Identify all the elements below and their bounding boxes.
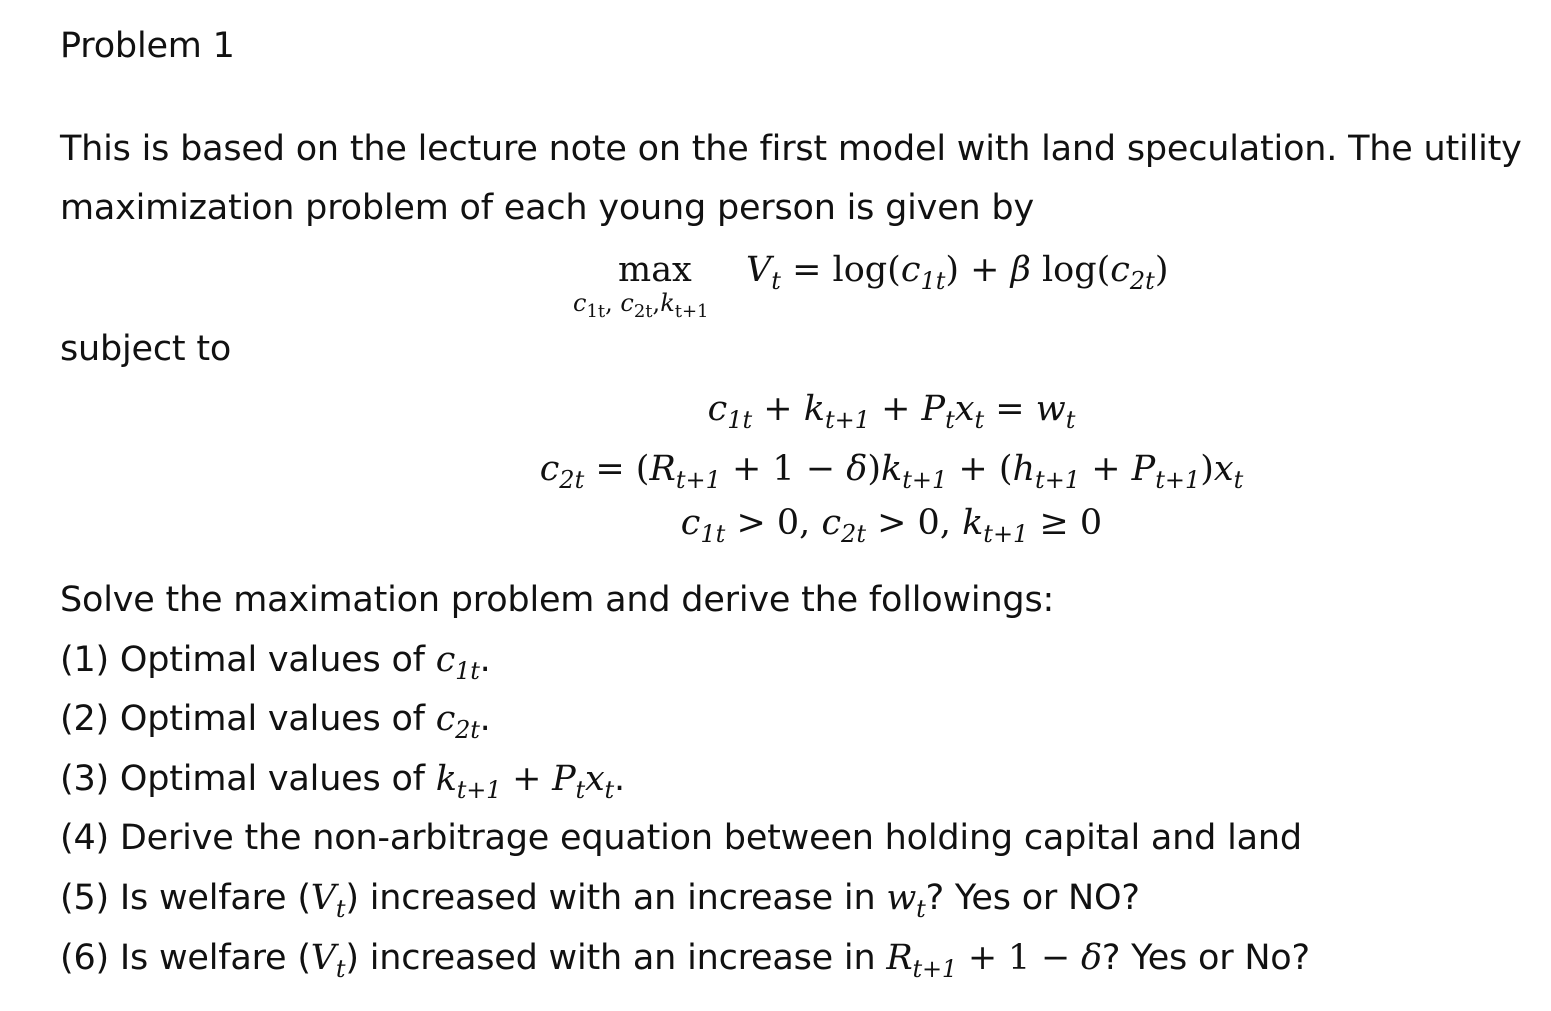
question-4: (4) Derive the non-arbitrage equation between holding capital and land (60, 818, 1302, 858)
question-1: (1) Optimal values of $c_{1t}$. (60, 640, 491, 685)
intro-line-2: maximization problem of each young person is given by (60, 188, 1034, 228)
question-3: (3) Optimal values of $k_{t+1} + P_tx_t$. (60, 759, 625, 804)
max-underscript: $c_{1t}$, $c_{2t},k_{t+1}$ (573, 289, 709, 322)
budget-constraint-old: $c_{2t} = (R_{t+1} + 1 - \delta)k_{t+1} + (h_{t+1} + P_{t+1})x_t$ (539, 449, 1244, 494)
question-2: (2) Optimal values of $c_{2t}$. (60, 699, 491, 744)
intro-line-1: This is based on the lecture note on the first model with land speculation. The utility (60, 129, 1522, 169)
budget-constraint-young: $c_{1t} + k_{t+1} + P_tx_t = w_t$ (707, 389, 1076, 434)
problem-heading: Problem 1 (60, 26, 235, 66)
solve-instruction: Solve the maximation problem and derive the followings: (60, 580, 1055, 620)
question-5: (5) Is welfare $(V_t)$ increased with an increase in $w_t$? Yes or NO? (60, 878, 1140, 923)
subject-to-label: subject to (60, 329, 232, 369)
max-operator: max (618, 250, 692, 290)
nonnegativity-constraints: $c_{1t} > 0$, $c_{2t} > 0$, $k_{t+1} \ge 0$ (680, 503, 1103, 548)
question-6: (6) Is welfare $(V_t)$ increased with an increase in $R_{t+1} + 1 - \delta$? Yes or No? (60, 938, 1310, 983)
objective-expression: $V_t = \log(c_{1t}) + \beta$ $\log(c_{2t})$ (746, 250, 1169, 295)
